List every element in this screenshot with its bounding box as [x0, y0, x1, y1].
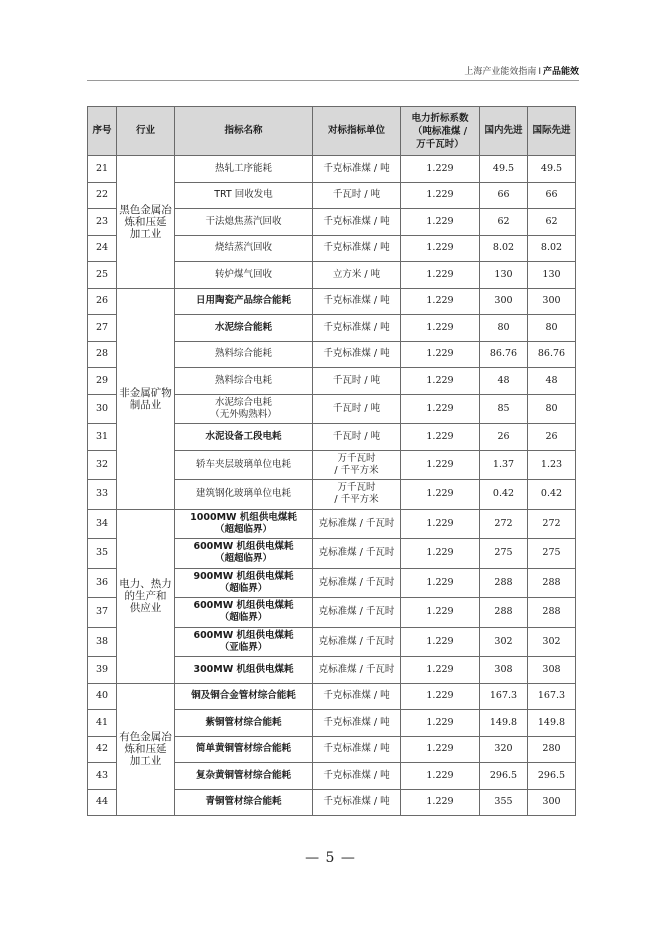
indicator-name: 紫铜管材综合能耗: [205, 716, 282, 728]
cell-domestic: 62: [480, 209, 528, 236]
cell-seq: 38: [88, 627, 117, 657]
indicator-name: 建筑钢化玻璃单位电耗: [195, 488, 291, 500]
cell-coefficient: 1.229: [401, 763, 480, 790]
header-coefficient: [401, 107, 480, 156]
industry-line-1: 黑色金属冶: [119, 203, 172, 216]
cell-indicator: [175, 315, 313, 342]
cell-indicator: [175, 539, 313, 569]
header-international: 国际先进: [528, 107, 576, 156]
unit-text: 克标准煤 / 千瓦时: [318, 517, 395, 529]
cell-international: 66: [528, 182, 576, 209]
unit-text: 千瓦时 / 吨: [332, 430, 381, 442]
energy-benchmark-table: [87, 106, 576, 816]
unit-text: 克标准煤 / 千瓦时: [318, 635, 395, 647]
cell-domestic: 48: [480, 368, 528, 395]
cell-coefficient: 1.229: [401, 394, 480, 424]
cell-indicator: [175, 736, 313, 763]
cell-coefficient: 1.229: [401, 789, 480, 816]
cell-domestic: 85: [480, 394, 528, 424]
cell-unit: [313, 368, 401, 395]
page-number: — 5 —: [305, 850, 356, 866]
header-coef-line1: 电力折标系数: [411, 112, 469, 124]
indicator-name: 热轧工序能耗: [214, 162, 272, 174]
cell-unit: [313, 657, 401, 684]
header-title: 上海产业能效指南: [464, 67, 537, 77]
cell-unit: [313, 509, 401, 539]
indicator-name: 日用陶瓷产品综合能耗: [195, 295, 291, 307]
cell-unit: [313, 156, 401, 183]
indicator-name: 900MW 机组供电煤耗: [193, 570, 294, 582]
cell-seq: 21: [88, 156, 117, 183]
industry-line-2: 炼和压延: [124, 215, 167, 228]
cell-international: 149.8: [528, 710, 576, 737]
cell-coefficient: 1.229: [401, 450, 480, 480]
cell-indicator: [175, 288, 313, 315]
indicator-name: 复杂黄铜管材综合能耗: [195, 769, 291, 781]
cell-coefficient: 1.229: [401, 424, 480, 451]
indicator-name-sub: （超超临界）: [214, 523, 272, 535]
cell-seq: 34: [88, 509, 117, 539]
cell-domestic: 320: [480, 736, 528, 763]
cell-indicator: [175, 262, 313, 289]
indicator-name-sub: （无外购熟料）: [210, 408, 277, 420]
cell-seq: 23: [88, 209, 117, 236]
header-coef-line3: 万千瓦时）: [416, 138, 464, 150]
cell-international: 302: [528, 627, 576, 657]
cell-international: 48: [528, 368, 576, 395]
indicator-name: 1000MW 机组供电煤耗: [190, 511, 297, 523]
cell-international: 280: [528, 736, 576, 763]
unit-text: 千克标准煤 / 吨: [323, 321, 390, 333]
cell-industry: [117, 683, 175, 816]
unit-text: 千瓦时 / 吨: [332, 189, 381, 201]
cell-seq: 41: [88, 710, 117, 737]
unit-text: 万千瓦时: [337, 482, 376, 494]
cell-domestic: 300: [480, 288, 528, 315]
cell-domestic: 288: [480, 598, 528, 628]
indicator-name: 熟料综合能耗: [214, 348, 272, 360]
cell-indicator: [175, 683, 313, 710]
header-coef-line2: （吨标准煤 /: [412, 125, 468, 137]
cell-coefficient: 1.229: [401, 736, 480, 763]
cell-indicator: [175, 627, 313, 657]
industry-line-3: 加工业: [129, 227, 162, 240]
cell-indicator: [175, 182, 313, 209]
cell-coefficient: 1.229: [401, 568, 480, 598]
cell-indicator: [175, 763, 313, 790]
cell-unit: [313, 341, 401, 368]
cell-indicator: [175, 156, 313, 183]
unit-text: 千克标准煤 / 吨: [323, 690, 390, 702]
cell-domestic: 80: [480, 315, 528, 342]
cell-unit: [313, 315, 401, 342]
unit-text: 千克标准煤 / 吨: [323, 215, 390, 227]
cell-domestic: 130: [480, 262, 528, 289]
cell-unit: [313, 394, 401, 424]
cell-international: 26: [528, 424, 576, 451]
indicator-name: 简单黄铜管材综合能耗: [195, 743, 291, 755]
cell-indicator: [175, 341, 313, 368]
cell-unit: [313, 262, 401, 289]
table-row: [88, 683, 576, 710]
cell-domestic: 86.76: [480, 341, 528, 368]
cell-domestic: 308: [480, 657, 528, 684]
cell-unit: [313, 480, 401, 510]
cell-international: 300: [528, 789, 576, 816]
unit-text-sub: / 千平方米: [334, 494, 379, 506]
unit-text: 千克标准煤 / 吨: [323, 743, 390, 755]
cell-unit: [313, 288, 401, 315]
cell-international: 288: [528, 568, 576, 598]
cell-indicator: [175, 424, 313, 451]
cell-international: 0.42: [528, 480, 576, 510]
cell-unit: [313, 627, 401, 657]
indicator-name: 烧结蒸汽回收: [214, 242, 272, 254]
running-header: [464, 64, 579, 77]
cell-domestic: 49.5: [480, 156, 528, 183]
cell-unit: [313, 182, 401, 209]
cell-indicator: [175, 368, 313, 395]
cell-coefficient: 1.229: [401, 509, 480, 539]
cell-coefficient: 1.229: [401, 683, 480, 710]
cell-industry: [117, 288, 175, 509]
indicator-name: 600MW 机组供电煤耗: [193, 600, 294, 612]
cell-seq: 44: [88, 789, 117, 816]
cell-coefficient: 1.229: [401, 288, 480, 315]
unit-text: 克标准煤 / 千瓦时: [318, 606, 395, 618]
cell-unit: [313, 763, 401, 790]
cell-international: 300: [528, 288, 576, 315]
cell-unit: [313, 598, 401, 628]
cell-seq: 43: [88, 763, 117, 790]
header-indicator: 指标名称: [175, 107, 313, 156]
cell-domestic: 0.42: [480, 480, 528, 510]
cell-coefficient: 1.229: [401, 156, 480, 183]
indicator-name-sub: （超临界）: [219, 612, 268, 624]
industry-line-1: 有色金属冶: [119, 731, 172, 744]
unit-text: 千克标准煤 / 吨: [323, 162, 390, 174]
header-separator: I: [538, 67, 541, 77]
cell-domestic: 8.02: [480, 235, 528, 262]
cell-international: 80: [528, 315, 576, 342]
industry-line-3: 加工业: [129, 755, 162, 768]
unit-text: 千克标准煤 / 吨: [323, 716, 390, 728]
cell-unit: [313, 568, 401, 598]
header-rule: [87, 80, 579, 81]
cell-coefficient: 1.229: [401, 598, 480, 628]
cell-seq: 31: [88, 424, 117, 451]
cell-unit: [313, 450, 401, 480]
cell-seq: 25: [88, 262, 117, 289]
indicator-name: TRT 回收发电: [214, 189, 273, 201]
cell-unit: [313, 235, 401, 262]
unit-text: 万千瓦时: [337, 452, 376, 464]
table-header-row: [88, 107, 576, 156]
indicator-name: 铜及铜合金管材综合能耗: [191, 690, 296, 702]
unit-text: 克标准煤 / 千瓦时: [318, 663, 395, 675]
cell-domestic: 149.8: [480, 710, 528, 737]
unit-text: 千克标准煤 / 吨: [323, 348, 390, 360]
indicator-name: 青铜管材综合能耗: [205, 796, 282, 808]
indicator-name-sub: （超临界）: [219, 582, 268, 594]
cell-indicator: [175, 480, 313, 510]
cell-coefficient: 1.229: [401, 341, 480, 368]
industry-line-2: 炼和压延: [124, 743, 167, 756]
cell-domestic: 66: [480, 182, 528, 209]
cell-seq: 22: [88, 182, 117, 209]
cell-international: 288: [528, 598, 576, 628]
cell-indicator: [175, 789, 313, 816]
unit-text: 克标准煤 / 千瓦时: [318, 576, 395, 588]
cell-domestic: 26: [480, 424, 528, 451]
cell-unit: [313, 424, 401, 451]
unit-text: 千瓦时 / 吨: [332, 374, 381, 386]
unit-text: 千克标准煤 / 吨: [323, 769, 390, 781]
indicator-name: 600MW 机组供电煤耗: [193, 629, 294, 641]
cell-international: 130: [528, 262, 576, 289]
cell-seq: 40: [88, 683, 117, 710]
cell-coefficient: 1.229: [401, 209, 480, 236]
unit-text: 千克标准煤 / 吨: [323, 796, 390, 808]
cell-coefficient: 1.229: [401, 710, 480, 737]
cell-seq: 30: [88, 394, 117, 424]
cell-indicator: [175, 657, 313, 684]
cell-indicator: [175, 509, 313, 539]
cell-seq: 39: [88, 657, 117, 684]
cell-seq: 36: [88, 568, 117, 598]
indicator-name: 干法熄焦蒸汽回收: [205, 215, 282, 227]
table-row: [88, 509, 576, 539]
indicator-name: 水泥设备工段电耗: [205, 430, 282, 442]
indicator-name: 轿车夹层玻璃单位电耗: [195, 458, 291, 470]
cell-coefficient: 1.229: [401, 539, 480, 569]
cell-domestic: 296.5: [480, 763, 528, 790]
industry-line-1: 电力、热力: [119, 578, 172, 590]
indicator-name: 300MW 机组供电煤耗: [193, 663, 294, 675]
cell-coefficient: 1.229: [401, 235, 480, 262]
header-domestic: 国内先进: [480, 107, 528, 156]
unit-text-sub: / 千平方米: [334, 464, 379, 476]
cell-coefficient: 1.229: [401, 315, 480, 342]
industry-line-3: 供应业: [129, 602, 162, 614]
unit-text: 千克标准煤 / 吨: [323, 242, 390, 254]
cell-coefficient: 1.229: [401, 368, 480, 395]
industry-line-2: 制品业: [129, 398, 162, 411]
cell-domestic: 1.37: [480, 450, 528, 480]
cell-industry: [117, 156, 175, 289]
cell-international: 62: [528, 209, 576, 236]
cell-international: 80: [528, 394, 576, 424]
cell-international: 296.5: [528, 763, 576, 790]
cell-coefficient: 1.229: [401, 182, 480, 209]
cell-indicator: [175, 598, 313, 628]
cell-seq: 35: [88, 539, 117, 569]
cell-international: 275: [528, 539, 576, 569]
unit-text: 千瓦时 / 吨: [332, 402, 381, 414]
unit-text: 千克标准煤 / 吨: [323, 295, 390, 307]
table-row: [88, 156, 576, 183]
indicator-name-sub: （亚临界）: [219, 641, 268, 653]
cell-unit: [313, 683, 401, 710]
cell-domestic: 275: [480, 539, 528, 569]
cell-domestic: 302: [480, 627, 528, 657]
indicator-name: 转炉煤气回收: [214, 268, 272, 280]
cell-indicator: [175, 568, 313, 598]
cell-indicator: [175, 394, 313, 424]
cell-unit: [313, 209, 401, 236]
indicator-name-sub: （超超临界）: [214, 553, 272, 565]
unit-text: 克标准煤 / 千瓦时: [318, 547, 395, 559]
cell-seq: 27: [88, 315, 117, 342]
cell-domestic: 167.3: [480, 683, 528, 710]
cell-international: 1.23: [528, 450, 576, 480]
indicator-name: 水泥综合能耗: [214, 321, 272, 333]
indicator-name: 熟料综合电耗: [214, 374, 272, 386]
cell-unit: [313, 789, 401, 816]
indicator-name: 600MW 机组供电煤耗: [193, 541, 294, 553]
cell-seq: 33: [88, 480, 117, 510]
cell-seq: 26: [88, 288, 117, 315]
indicator-name: 水泥综合电耗: [214, 396, 272, 408]
cell-industry: [117, 509, 175, 683]
industry-line-1: 非金属矿物: [119, 386, 172, 399]
cell-seq: 28: [88, 341, 117, 368]
cell-domestic: 288: [480, 568, 528, 598]
cell-indicator: [175, 450, 313, 480]
cell-seq: 42: [88, 736, 117, 763]
cell-unit: [313, 736, 401, 763]
cell-seq: 32: [88, 450, 117, 480]
cell-international: 8.02: [528, 235, 576, 262]
cell-international: 49.5: [528, 156, 576, 183]
cell-indicator: [175, 235, 313, 262]
cell-indicator: [175, 209, 313, 236]
unit-text: 立方米 / 吨: [332, 268, 381, 280]
header-industry: 行业: [117, 107, 175, 156]
cell-coefficient: 1.229: [401, 657, 480, 684]
header-seq: 序号: [88, 107, 117, 156]
cell-indicator: [175, 710, 313, 737]
cell-international: 272: [528, 509, 576, 539]
cell-unit: [313, 539, 401, 569]
cell-domestic: 355: [480, 789, 528, 816]
cell-coefficient: 1.229: [401, 627, 480, 657]
cell-domestic: 272: [480, 509, 528, 539]
cell-seq: 24: [88, 235, 117, 262]
cell-coefficient: 1.229: [401, 262, 480, 289]
cell-coefficient: 1.229: [401, 480, 480, 510]
cell-international: 167.3: [528, 683, 576, 710]
cell-seq: 37: [88, 598, 117, 628]
cell-international: 86.76: [528, 341, 576, 368]
table-row: [88, 288, 576, 315]
cell-international: 308: [528, 657, 576, 684]
header-section: 产品能效: [542, 67, 579, 77]
industry-line-2: 的生产和: [124, 590, 167, 602]
cell-unit: [313, 710, 401, 737]
header-unit: 对标指标单位: [313, 107, 401, 156]
cell-seq: 29: [88, 368, 117, 395]
